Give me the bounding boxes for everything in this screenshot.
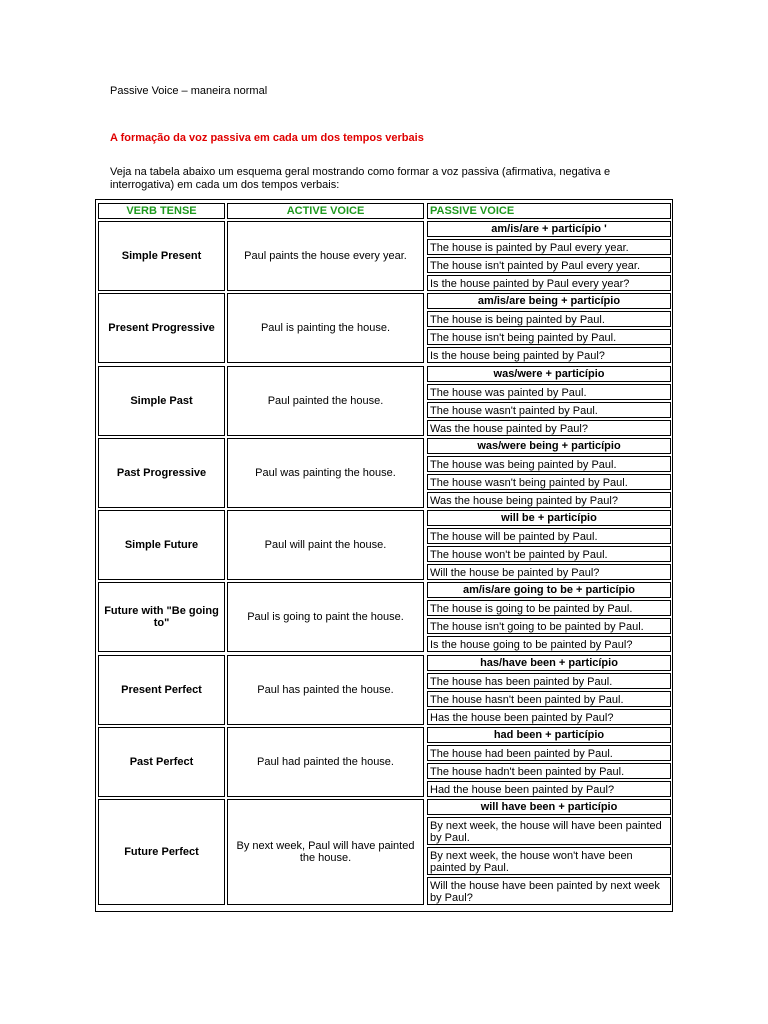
header-passive-voice: PASSIVE VOICE [427,203,671,219]
passive-formula: was/were being + particípio [427,438,671,454]
passive-formula: will be + particípio [427,510,671,526]
passive-affirmative: The house was painted by Paul. [427,384,671,400]
passive-interrogative: Had the house been painted by Paul? [427,781,671,797]
passive-interrogative: Was the house being painted by Paul? [427,492,671,508]
passive-interrogative: Was the house painted by Paul? [427,420,671,436]
verb-tense-cell: Past Progressive [98,438,225,508]
passive-negative: The house isn't going to be painted by Paul. [427,618,671,634]
active-voice-cell: By next week, Paul will have painted the house. [227,799,424,905]
passive-negative: The house isn't painted by Paul every year. [427,257,671,273]
passive-affirmative: The house will be painted by Paul. [427,528,671,544]
intro-paragraph: Veja na tabela abaixo um esquema geral mostrando como formar a voz passiva (afirmativa, negativa e interrogativa) em cada um dos tempos verbais: [110,166,611,191]
active-voice-cell: Paul is painting the house. [227,293,424,363]
passive-formula: was/were + particípio [427,366,671,382]
passive-formula: had been + particípio [427,727,671,743]
active-voice-cell: Paul is going to paint the house. [227,582,424,652]
passive-negative: The house hadn't been painted by Paul. [427,763,671,779]
passive-formula: am/is/are + particípio ' [427,221,671,237]
active-voice-cell: Paul painted the house. [227,366,424,436]
passive-negative: The house hasn't been painted by Paul. [427,691,671,707]
passive-affirmative: The house is being painted by Paul. [427,311,671,327]
passive-formula: am/is/are going to be + particípio [427,582,671,598]
passive-affirmative: The house had been painted by Paul. [427,745,671,761]
active-voice-cell: Paul will paint the house. [227,510,424,580]
verb-tense-cell: Future with "Be going to" [98,582,225,652]
passive-interrogative: Will the house have been painted by next week by Paul? [427,877,671,905]
active-voice-cell: Paul has painted the house. [227,655,424,725]
passive-formula: has/have been + particípio [427,655,671,671]
passive-negative: By next week, the house won't have been painted by Paul. [427,847,671,875]
passive-negative: The house wasn't being painted by Paul. [427,474,671,490]
passive-voice-group [427,293,671,363]
header-active-voice: ACTIVE VOICE [227,203,424,219]
header-verb-tense: VERB TENSE [98,203,225,219]
passive-interrogative: Has the house been painted by Paul? [427,709,671,725]
passive-voice-group [427,582,671,652]
passive-interrogative: Will the house be painted by Paul? [427,564,671,580]
passive-affirmative: The house is going to be painted by Paul. [427,600,671,616]
active-voice-cell: Paul paints the house every year. [227,221,424,291]
passive-negative: The house won't be painted by Paul. [427,546,671,562]
passive-voice-group [427,221,671,291]
active-voice-cell: Paul had painted the house. [227,727,424,797]
verb-tense-cell: Past Perfect [98,727,225,797]
passive-voice-group [427,510,671,580]
passive-formula: am/is/are being + particípio [427,293,671,309]
active-voice-cell: Paul was painting the house. [227,438,424,508]
passive-interrogative: Is the house painted by Paul every year? [427,275,671,291]
passive-formula: will have been + particípio [427,799,671,815]
passive-voice-group [427,366,671,436]
passive-interrogative: Is the house being painted by Paul? [427,347,671,363]
verb-tense-cell: Simple Future [98,510,225,580]
passive-interrogative: Is the house going to be painted by Paul? [427,636,671,652]
passive-negative: The house wasn't painted by Paul. [427,402,671,418]
passive-voice-group [427,438,671,508]
passive-affirmative: The house is painted by Paul every year. [427,239,671,255]
verb-tense-cell: Present Progressive [98,293,225,363]
verb-tense-cell: Present Perfect [98,655,225,725]
passive-affirmative: The house was being painted by Paul. [427,456,671,472]
passive-voice-group [427,727,671,797]
passive-affirmative: By next week, the house will have been painted by Paul. [427,817,671,845]
verb-tense-cell: Simple Past [98,366,225,436]
page-title: Passive Voice – maneira normal [110,85,268,97]
section-heading: A formação da voz passiva em cada um dos tempos verbais [110,132,424,144]
passive-voice-group [427,655,671,725]
passive-affirmative: The house has been painted by Paul. [427,673,671,689]
verb-tense-cell: Simple Present [98,221,225,291]
verb-tense-cell: Future Perfect [98,799,225,905]
passive-voice-group [427,799,671,905]
passive-negative: The house isn't being painted by Paul. [427,329,671,345]
